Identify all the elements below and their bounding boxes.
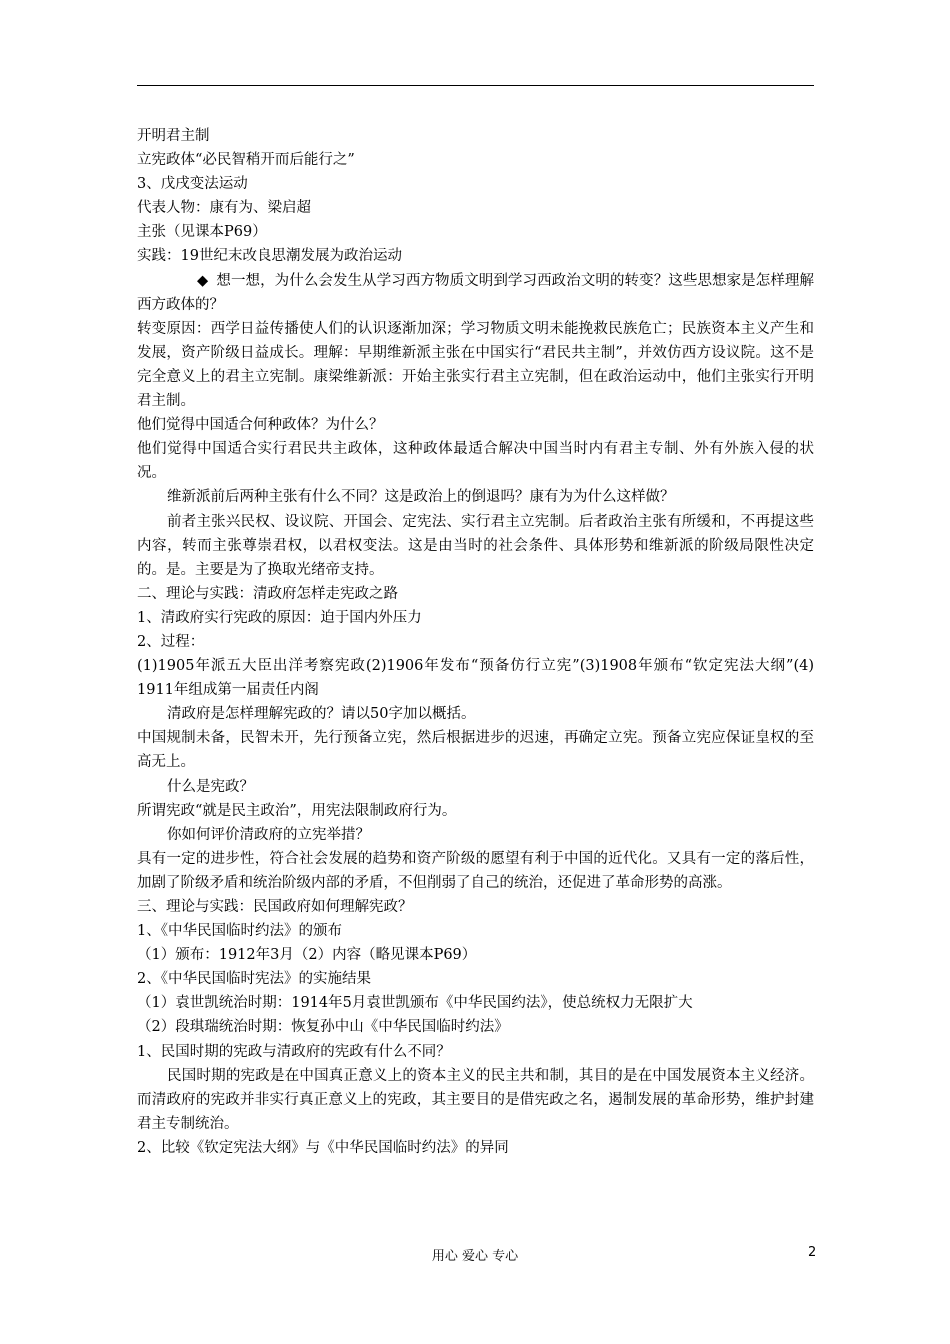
- question: 他们觉得中国适合何种政体？为什么？: [137, 417, 384, 434]
- question: 你如何评价清政府的立宪举措？: [167, 826, 370, 843]
- document-body: [137, 124, 814, 1160]
- paragraph: 具有一定的进步性，符合社会发展的趋势和资产阶级的愿望有利于中国的近代化。又具有一定的落后性，加剧了阶级矛盾和统治阶级内部的矛盾，不但削弱了自己的统治，还促进了革命形势的高涨。: [137, 850, 814, 891]
- bullet-question: [137, 269, 814, 317]
- footer-slogan: 用心 爱心 专心: [431, 1249, 519, 1264]
- bullet-question-text: 想一想，为什么会发生从学习西方物质文明到学习西政治文明的转变？这些思想家是怎样理解西方政体的？: [137, 272, 814, 313]
- section-heading: 三、理论与实践：民国政府如何理解宪政？: [137, 899, 413, 915]
- paragraph: 中国规制未备，民智未开，先行预备立宪，然后根据进步的迟速，再确定立宪。预备立宪应保证皇权的至高无上。: [137, 730, 814, 771]
- paragraph: 民国时期的宪政是在中国真正意义上的资本主义的民主共和制，其目的是在中国发展资本主义经济。而清政府的宪政并非实行真正意义上的宪政，其主要目的是借宪政之名，遏制发展的革命形势，维护封建君主专制统治。: [137, 1067, 814, 1132]
- question: 1、民国时期的宪政与清政府的宪政有什么不同？: [137, 1043, 451, 1060]
- diamond-bullet-icon: ◆: [197, 272, 209, 289]
- text-line: 立宪政体“必民智稍开而后能行之”: [137, 152, 355, 169]
- header-rule: [137, 85, 814, 86]
- section-heading: 3、戊戌变法运动: [137, 176, 248, 193]
- text-line: 主张（见课本P69）: [137, 224, 267, 241]
- question: 维新派前后两种主张有什么不同？这是政治上的倒退吗？康有为为什么这样做？: [167, 489, 675, 506]
- text-line: 2、过程：: [137, 633, 205, 650]
- text-line: 所谓宪政“就是民主政治”，用宪法限制政府行为。: [137, 802, 457, 819]
- text-line: 代表人物：康有为、梁启超: [137, 200, 311, 217]
- paragraph: (1)1905年派五大臣出洋考察宪政(2)1906年发布“预备仿行立宪”(3)1908年颁布“钦定宪法大纲”(4) 1911年组成第一届责任内阁: [137, 658, 814, 699]
- question: 清政府是怎样理解宪政的？请以50字加以概括。: [167, 706, 476, 723]
- text-line: 2、《中华民国临时宪法》的实施结果: [137, 971, 371, 988]
- paragraph: 转变原因：西学日益传播使人们的认识逐渐加深；学习物质文明未能挽救民族危亡；民族资本主义产生和发展，资产阶级日益成长。理解：早期维新派主张在中国实行“君民共主制”，并效仿西方设议院。这不是完全意义上的君主立宪制。康梁维新派：开始主张实行君主立宪制，但在政治运动中，他们主张实行开明君主制。: [137, 320, 814, 410]
- text-line: （1）袁世凯统治时期：1914年5月袁世凯颁布《中华民国约法》，使总统权力无限扩大: [137, 995, 693, 1012]
- text-line: （2）段琪瑞统治时期：恢复孙中山《中华民国临时约法》: [137, 1019, 509, 1036]
- section-heading: 二、理论与实践：清政府怎样走宪政之路: [137, 585, 398, 602]
- question: 什么是宪政？: [167, 778, 254, 795]
- text-line: 实践：19世纪末改良思潮发展为政治运动: [137, 248, 402, 265]
- text-line: 1、清政府实行宪政的原因：迫于国内外压力: [137, 609, 422, 626]
- text-line: 开明君主制: [137, 128, 210, 144]
- page-number: 2: [808, 1245, 817, 1260]
- text-line: 1、《中华民国临时约法》的颁布: [137, 923, 342, 940]
- paragraph: 前者主张兴民权、设议院、开国会、定宪法、实行君主立宪制。后者政治主张有所缓和，不再提这些内容，转而主张尊崇君权，以君权变法。这是由当时的社会条件、具体形势和维新派的阶级局限性决定的。是。主要是为了换取光绪帝支持。: [137, 513, 814, 578]
- paragraph: 他们觉得中国适合实行君民共主政体，这种政体最适合解决中国当时内有君主专制、外有外族入侵的状况。: [137, 441, 814, 482]
- question: 2、比较《钦定宪法大纲》与《中华民国临时约法》的异同: [137, 1139, 509, 1156]
- text-line: （1）颁布：1912年3月（2）内容（略见课本P69）: [137, 947, 477, 964]
